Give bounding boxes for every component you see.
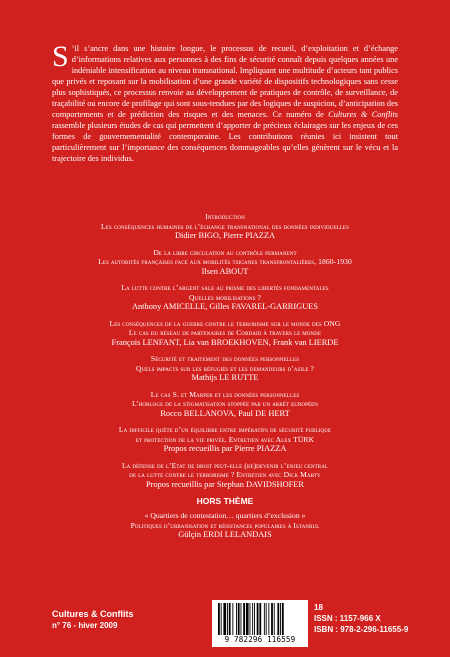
toc-title-line: « Quartiers de contestation… quartiers d’exclusion »: [144, 511, 306, 520]
toc-author: Gülçin ERDI LELANDAIS: [178, 530, 272, 539]
toc-title-line: De la libre circulation au contrôle permanent: [153, 247, 297, 257]
barcode-bar: [232, 603, 233, 635]
toc-author: Rocco BELLANOVA, Paul DE HERT: [160, 408, 290, 418]
toc-title-line: Quelles mobilisations ?: [189, 292, 261, 302]
toc-entry: [40, 390, 410, 419]
barcode-bar: [229, 603, 231, 635]
barcode-bar: [246, 603, 249, 635]
barcode-bar: [250, 603, 251, 635]
toc-author: Propos recueillis par Pierre PIAZZA: [163, 444, 287, 453]
barcode-bar: [221, 603, 222, 635]
barcode-bar: [243, 603, 245, 635]
journal-issue: n° 76 - hiver 2009: [52, 621, 118, 630]
toc-title-line: Les conséquences de la guerre contre le terrorisme sur le monde des ONG: [109, 318, 341, 328]
toc-title-line: Le cas du réseau de partenaires de Cordaid à travers le monde: [128, 328, 322, 337]
barcode-bar: [277, 603, 279, 635]
toc-title-line: Les conséquences humaines de l’échange transnational des données individuelles: [101, 221, 349, 231]
barcode-bar: [259, 603, 261, 635]
barcode-bar: [218, 603, 220, 635]
barcode-bar: [227, 603, 228, 635]
barcode-bar: [223, 603, 226, 635]
issn: ISSN : 1157-966 X: [314, 614, 381, 623]
toc-author: Ilsen ABOUT: [201, 266, 249, 276]
toc-author: Anthony AMICELLE, Gilles FAVAREL-GARRIGUES: [131, 302, 319, 311]
toc-author: Didier BIGO, Pierre PIAZZA: [174, 231, 275, 240]
hors-theme-heading: HORS THÈME: [196, 496, 254, 506]
back-cover-abstract: [52, 40, 398, 164]
barcode-bar: [280, 603, 281, 635]
toc-title-line: Sécurité et traitement des données personnelles: [150, 354, 300, 363]
toc-title-line: Les autorités françaises face aux mobilités tsiganes transfrontalières, 1860-1930: [98, 257, 352, 266]
table-of-contents: [40, 212, 410, 547]
toc-title-line: Quels impacts sur les réfugiés et les demandeurs d’asile ?: [136, 363, 314, 373]
journal-title-inline: Cultures & Conflits: [328, 110, 398, 119]
barcode-bar: [282, 603, 284, 635]
barcode-bar: [241, 603, 242, 635]
toc-entry: [40, 354, 410, 383]
barcode-bar: [252, 603, 253, 635]
barcode-bar: [266, 603, 267, 635]
abstract-text: ’il s’ancre dans une histoire longue, le processus de recueil, d’exploitation et d’échange d’informations relatives aux personnes à des fins de sécurité connaît depuis quelques années une indéniable intensification au niveau transnational. Impliquant une multitude d’acteurs tant publics que privés et reposant sur la mobilisation d’une grande variété de dispositifs technologiques sans cesse plus sophistiqués, ce processus renvoie au développement de pratiques de contrôle, de surveillance, de traçabilité ou encore de profilage qui sont sous-tendues par des logiques de suspicion, d’anticipation des comportements et de prédiction des risques et des menaces. Ce numéro de: [52, 44, 398, 119]
toc-author: François LENFANT, Lia van BROEKHOVEN, Frank van LIERDE: [111, 337, 339, 347]
toc-title-line: La difficile quête d’un équilibre entre impératifs de sécurité publique: [118, 425, 332, 434]
journal-name: Cultures & Conflits: [52, 609, 134, 619]
toc-title-line: Le cas S. et Marper et les données personnelles: [150, 389, 300, 399]
toc-title-line: La défense de l’Etat de droit peut-elle (re)devenir l’enjeu central: [121, 460, 329, 470]
toc-title-line: Politiques d’urbanisation et résistances populaires à Istanbul: [130, 520, 320, 530]
toc-entry: [40, 319, 410, 348]
journal-imprint: [52, 608, 134, 632]
toc-author: Propos recueillis par Stephan DAVIDSHOFER: [145, 479, 305, 489]
barcode-bar: [274, 603, 275, 635]
barcode-bars: [216, 603, 304, 635]
abstract-text-end: rassemble plusieurs études de cas qui permettent d’apporter de précieux éclairages sur les enjeux de ces formes de gouvernementalité contemporaine. Les contributions réunies ici insistent tout particulièrement sur l’importance des conséquences dommageables qu’elles génèrent sur le vécu et la trajectoire des individus.: [52, 121, 398, 163]
barcode-bar: [268, 603, 269, 635]
barcode-bar: [238, 603, 240, 635]
toc-title-line: L’horloge de la stigmatisation stoppée par un arrêt européen: [132, 399, 318, 408]
toc-title-line: Introduction: [205, 212, 245, 221]
barcode: [212, 600, 308, 647]
drop-cap: S: [52, 40, 69, 73]
price: 18: [314, 603, 323, 612]
toc-entry: [40, 425, 410, 454]
isbn: ISBN : 978-2-296-11655-9: [314, 625, 409, 634]
toc-title-line: et protection de la vie privée. Entretien avec Alex TÜRK: [135, 434, 315, 444]
toc-author: Mathijs LE RUTTE: [191, 373, 259, 382]
toc-entry: [40, 461, 410, 490]
barcode-bar: [264, 603, 265, 635]
toc-title-line: de la lutte contre le terrorisme ? Entretien avec Dick Marty: [129, 470, 321, 479]
barcode-bar: [257, 603, 259, 635]
barcode-bar: [254, 603, 255, 635]
barcode-bar: [271, 603, 273, 635]
toc-entry: [40, 248, 410, 277]
barcode-digits: 9 782296 116559: [224, 635, 296, 644]
toc-entry: [40, 212, 410, 241]
price-and-identifiers: [314, 602, 408, 635]
toc-entry: [40, 283, 410, 312]
toc-title-line: La lutte contre l’argent sale au prisme des libertés fondamentales: [121, 283, 329, 292]
hors-theme-entry: [40, 511, 410, 540]
barcode-bar: [236, 603, 237, 635]
